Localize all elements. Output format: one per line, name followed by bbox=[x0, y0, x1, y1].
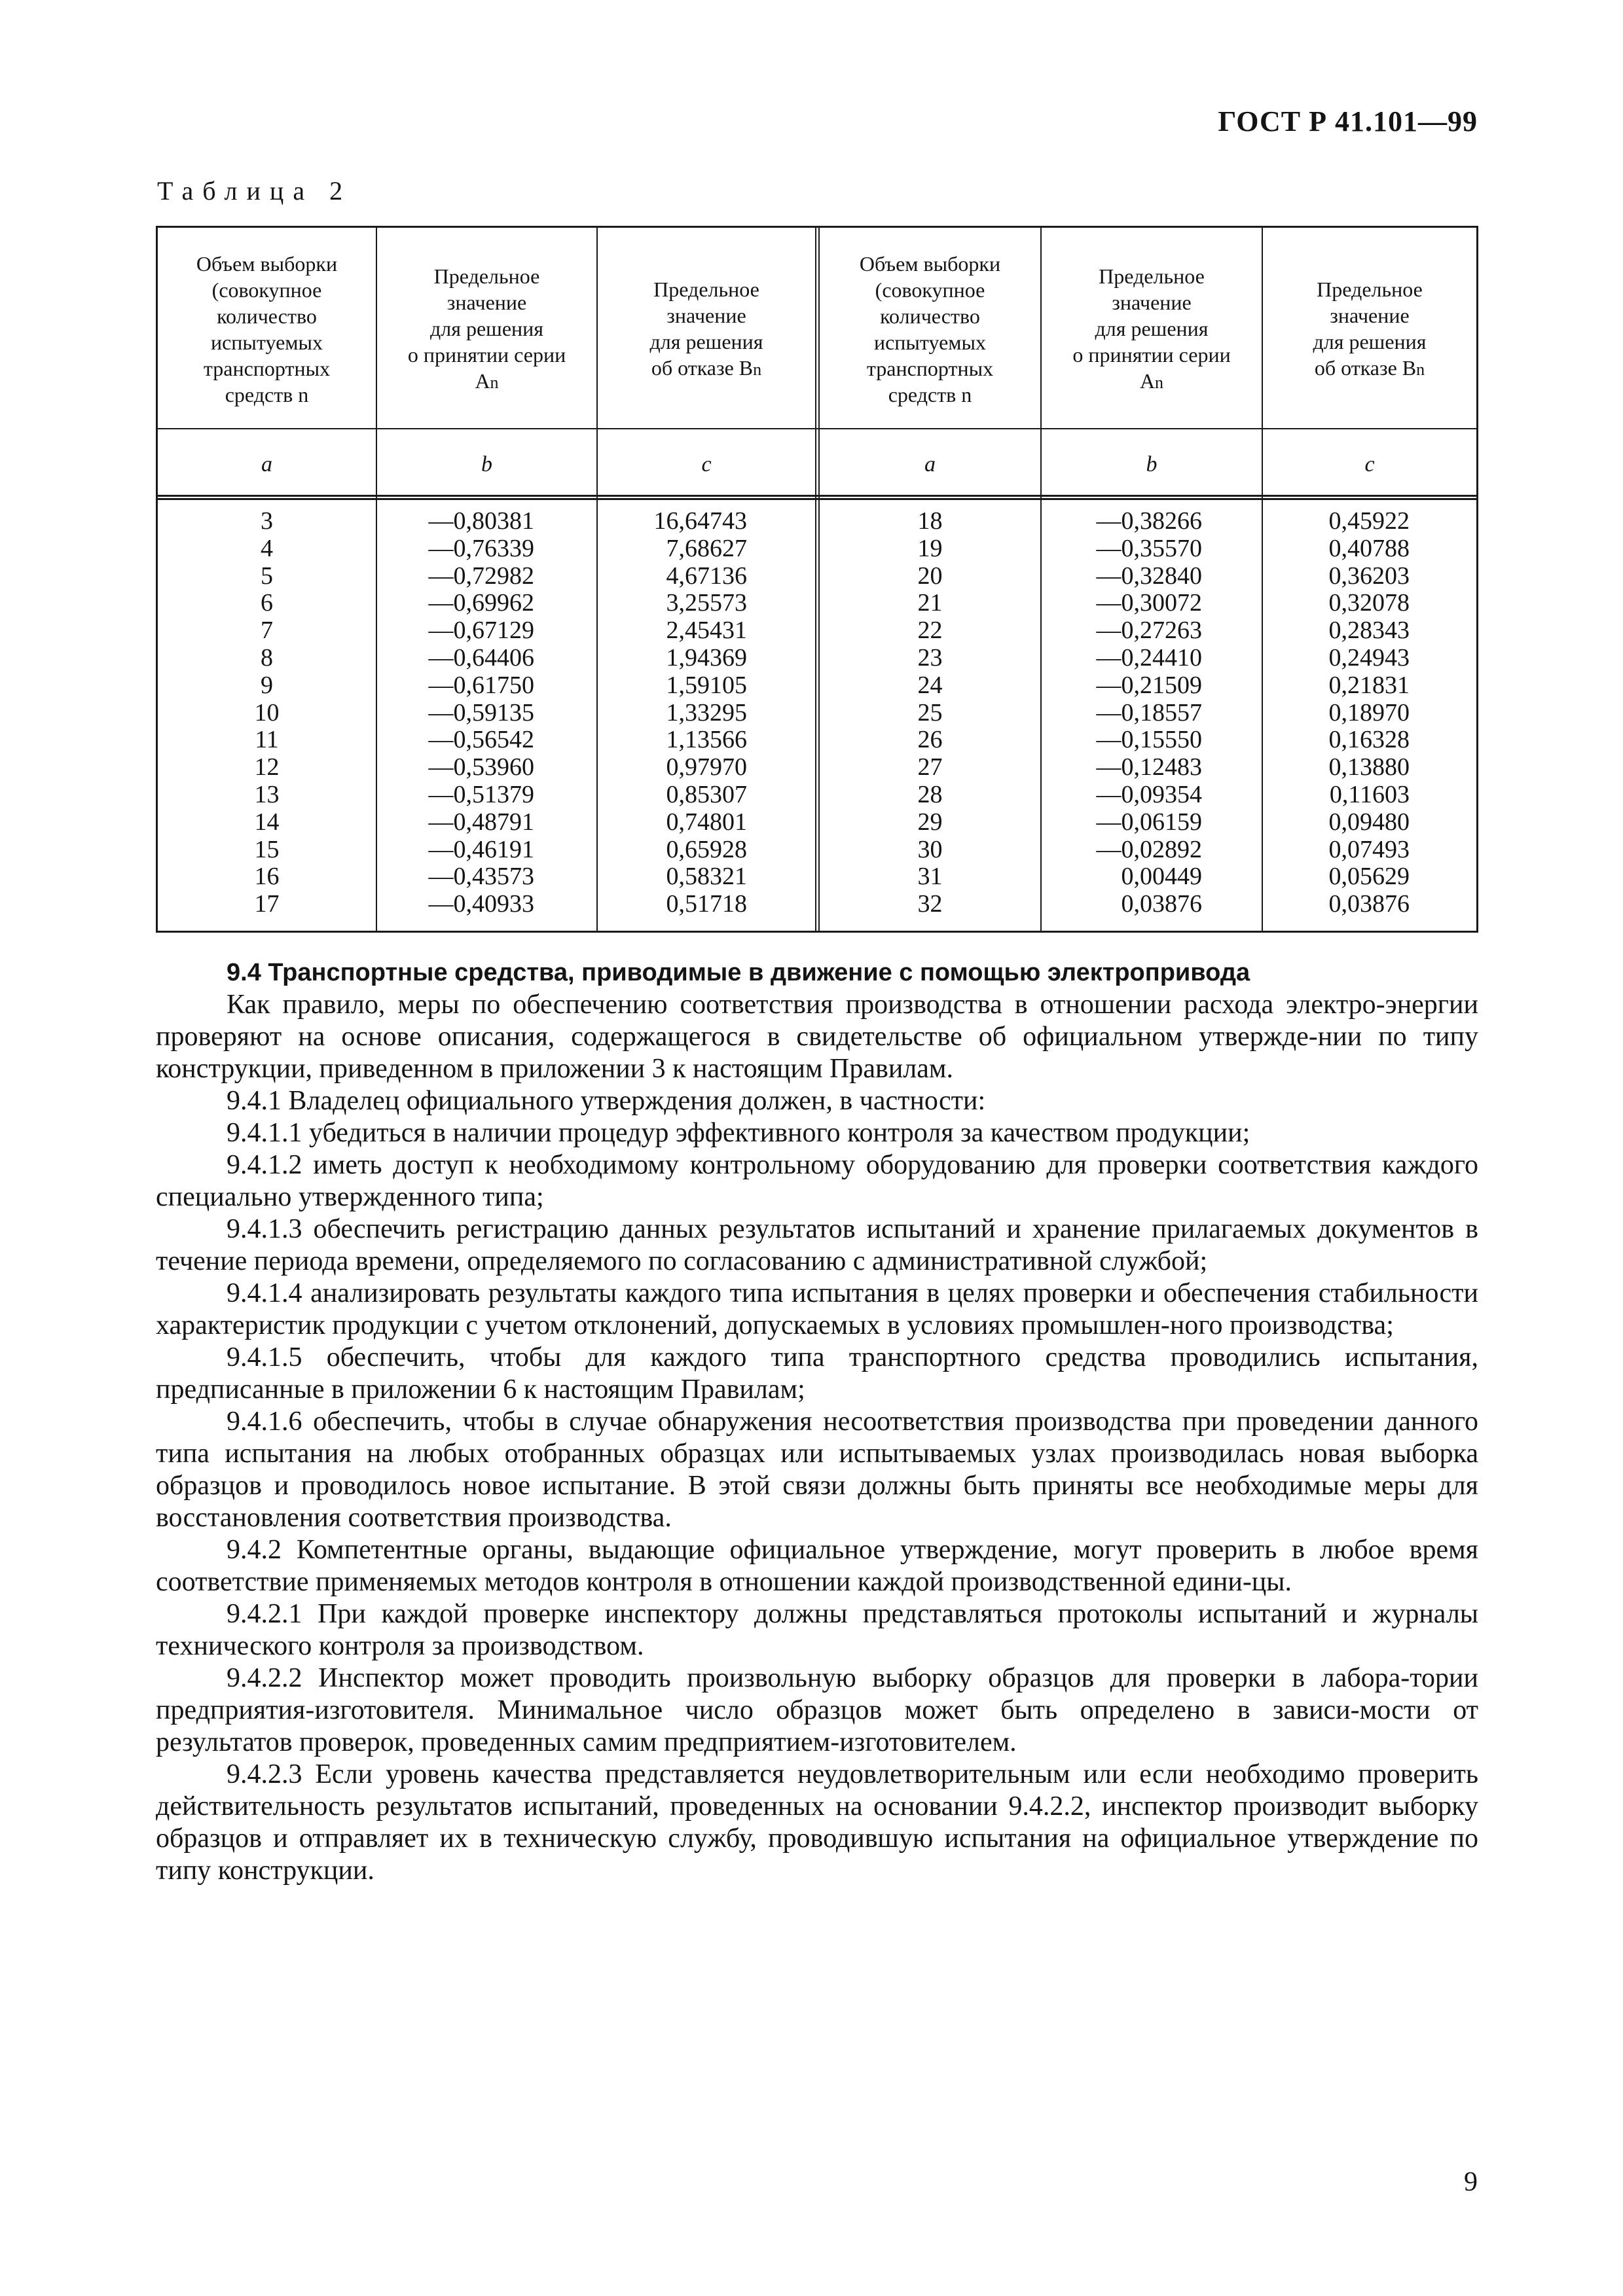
table-cell: 30 bbox=[917, 835, 943, 863]
table-cell: 2,45431 bbox=[666, 617, 747, 645]
table-cell: 0,85307 bbox=[666, 780, 747, 808]
table-cell: —0,30072 bbox=[1096, 589, 1202, 617]
table-cell: —0,06159 bbox=[1096, 808, 1202, 836]
table-cell: 21 bbox=[917, 589, 943, 617]
table-cell: 1,13566 bbox=[666, 726, 747, 754]
paragraph: 9.4.1.4 анализировать результаты каждого типа испытания в целях проверки и обеспечения стабильности характеристик продукции с учетом отклонений, допускаемых в условиях промышлен-ного производства; bbox=[156, 1278, 1478, 1340]
table-cell: —0,43573 bbox=[428, 863, 534, 891]
table-cell: 8 bbox=[261, 643, 273, 672]
table-caption: Таблица 2 bbox=[157, 176, 352, 206]
paragraph: 9.4.2 Компетентные органы, выдающие официальное утверждение, могут проверить в любое время соответствие применяемых методов контроля в отношении каждой производственной едини-цы. bbox=[156, 1535, 1478, 1597]
column-label: a bbox=[261, 452, 272, 476]
table-cell: 11 bbox=[255, 726, 279, 754]
page-number: 9 bbox=[1464, 2167, 1478, 2197]
table-cell: 0,28343 bbox=[1328, 617, 1410, 645]
table-cell: 0,36203 bbox=[1328, 562, 1410, 590]
table-cell: —0,64406 bbox=[428, 643, 534, 672]
section-heading: 9.4 Транспортные средства, приводимые в движение с помощью электропривода bbox=[227, 959, 1250, 986]
table-cell: —0,56542 bbox=[428, 726, 534, 754]
section-9-4 bbox=[156, 957, 1478, 1887]
paragraph: 9.4.1 Владелец официального утверждения должен, в частности: bbox=[227, 1086, 986, 1116]
table-cell: —0,35570 bbox=[1096, 534, 1202, 562]
table-cell: 27 bbox=[917, 753, 943, 781]
table-cell: 18 bbox=[917, 507, 943, 535]
table-cell: 0,97970 bbox=[666, 753, 747, 781]
table-cell: —0,46191 bbox=[428, 835, 534, 863]
header-sample-size: Объем выборки (совокупное количество испытуемых транспортных средств n bbox=[859, 252, 1001, 406]
table-cell: 29 bbox=[917, 808, 943, 836]
table-cell: 0,74801 bbox=[666, 808, 747, 836]
header-reject-limit: Предельное значение для решения об отказе Bn bbox=[649, 277, 763, 380]
table-cell: 32 bbox=[917, 890, 943, 918]
column-n-right bbox=[820, 508, 1040, 918]
table-cell: 26 bbox=[917, 726, 943, 754]
table-cell: 23 bbox=[917, 643, 943, 672]
table-cell: —0,21509 bbox=[1096, 671, 1202, 699]
table-cell: 22 bbox=[917, 617, 943, 645]
column-b-left bbox=[598, 508, 747, 918]
header-reject-limit: Предельное значение для решения об отказе Bn bbox=[1313, 277, 1427, 380]
paragraph: 9.4.1.2 иметь доступ к необходимому контрольному оборудованию для проверки соответствия каждого специально утвержденного типа; bbox=[156, 1150, 1478, 1212]
table-cell: 0,00449 bbox=[1121, 863, 1202, 891]
table-cell: —0,27263 bbox=[1096, 617, 1202, 645]
column-label: b bbox=[481, 452, 492, 476]
table-cell: 1,94369 bbox=[666, 643, 747, 672]
table-cell: 13 bbox=[254, 780, 280, 808]
table-cell: 14 bbox=[254, 808, 280, 836]
column-label: c bbox=[1364, 452, 1375, 476]
paragraph: 9.4.2.3 Если уровень качества представляется неудовлетворительным или если необходимо проверить действительность результатов испытаний, проведенных на основании 9.4.2.2, инспектор производит выборку образцов и отправляет их в техническую службу, проводившую испытания на официальное утверждение по типу конструкции. bbox=[156, 1759, 1478, 1886]
paragraph: 9.4.2.2 Инспектор может проводить произвольную выборку образцов для проверки в лабора-тории предприятия-изготовителя. Минимальное число образцов может быть определено в зависи-мости от результатов проверок, проведенных самим предприятием-изготовителем. bbox=[156, 1663, 1478, 1757]
table-cell: 10 bbox=[254, 698, 280, 726]
col-rule-double bbox=[815, 228, 820, 931]
document-number: ГОСТ Р 41.101—99 bbox=[1218, 105, 1478, 137]
table-cell: —0,61750 bbox=[428, 671, 534, 699]
table-cell: —0,53960 bbox=[428, 753, 534, 781]
table-cell: 28 bbox=[917, 780, 943, 808]
table-cell: 0,65928 bbox=[666, 835, 747, 863]
table-cell: 0,03876 bbox=[1121, 890, 1202, 918]
limits-table bbox=[156, 226, 1478, 933]
table-cell: 0,45922 bbox=[1328, 507, 1410, 535]
column-a-left bbox=[377, 508, 534, 918]
table-cell: —0,69962 bbox=[428, 589, 534, 617]
table-cell: —0,59135 bbox=[428, 698, 534, 726]
table-cell: 0,13880 bbox=[1328, 753, 1410, 781]
table-cell: 3 bbox=[261, 507, 273, 535]
table-cell: —0,76339 bbox=[428, 534, 534, 562]
table-cell: 0,11603 bbox=[1329, 780, 1410, 808]
table-cell: —0,15550 bbox=[1096, 726, 1202, 754]
table-cell: 24 bbox=[917, 671, 943, 699]
table-cell: —0,32840 bbox=[1096, 562, 1202, 590]
paragraph: 9.4.1.1 убедиться в наличии процедур эффективного контроля за качеством продукции; bbox=[227, 1118, 1250, 1148]
column-a-right bbox=[1042, 508, 1202, 918]
table-cell: 0,24943 bbox=[1328, 643, 1410, 672]
table-cell: 12 bbox=[254, 753, 280, 781]
header-accept-limit: Предельное значение для решения о принятии серии An bbox=[407, 264, 566, 393]
table-cell: —0,02892 bbox=[1096, 835, 1202, 863]
table-cell: 0,40788 bbox=[1328, 534, 1410, 562]
column-label: c bbox=[701, 452, 712, 476]
table-cell: 0,58321 bbox=[666, 863, 747, 891]
table-cell: 0,03876 bbox=[1328, 890, 1410, 918]
table-cell: 7 bbox=[261, 617, 273, 645]
table-cell: 5 bbox=[261, 562, 273, 590]
table-cell: —0,72982 bbox=[428, 562, 534, 590]
table-cell: 16,64743 bbox=[653, 507, 747, 535]
table-cell: 0,18970 bbox=[1328, 698, 1410, 726]
table-cell: 0,51718 bbox=[666, 890, 747, 918]
table-cell: 0,16328 bbox=[1328, 726, 1410, 754]
table-cell: —0,67129 bbox=[428, 617, 534, 645]
table-cell: —0,12483 bbox=[1096, 753, 1202, 781]
table-cell: 7,68627 bbox=[666, 534, 747, 562]
table-cell: —0,48791 bbox=[428, 808, 534, 836]
table-cell: 31 bbox=[917, 863, 943, 891]
table-cell: 15 bbox=[254, 835, 280, 863]
column-label: a bbox=[924, 452, 936, 476]
paragraph: 9.4.1.5 обеспечить, чтобы для каждого типа транспортного средства проводились испытания, предписанные в приложении 6 к настоящим Правилам; bbox=[156, 1342, 1478, 1405]
table-cell: 6 bbox=[261, 589, 273, 617]
table-cell: 4 bbox=[261, 534, 273, 562]
table-cell: 0,32078 bbox=[1328, 589, 1410, 617]
paragraph: 9.4.1.6 обеспечить, чтобы в случае обнаружения несоответствия производства при проведении данного типа испытания на любых отобранных образцах или испытываемых узлах производилась новая выборка образцов и проводилось новое испытание. В этой связи должны быть приняты все необходимые меры для восстановления соответствия производства. bbox=[156, 1407, 1478, 1533]
table-cell: —0,24410 bbox=[1096, 643, 1202, 672]
table-cell: 3,25573 bbox=[666, 589, 747, 617]
table-cell: 9 bbox=[261, 671, 273, 699]
table-cell: —0,51379 bbox=[428, 780, 534, 808]
table-cell: —0,38266 bbox=[1096, 507, 1202, 535]
paragraph: 9.4.2.1 При каждой проверке инспектору должны представляться протоколы испытаний и журналы технического контроля за производством. bbox=[156, 1599, 1478, 1661]
table-cell: 4,67136 bbox=[666, 562, 747, 590]
table-cell: 17 bbox=[254, 890, 280, 918]
paragraph: Как правило, меры по обеспечению соответствия производства в отношении расхода электро-энергии проверяют на основе описания, содержащегося в свидетельстве об официальном утвержде-нии по типу конструкции, приведенном в приложении 3 к настоящим Правилам. bbox=[156, 990, 1478, 1084]
table-cell: 1,33295 bbox=[666, 698, 747, 726]
table-cell: 20 bbox=[917, 562, 943, 590]
table-cell: 0,09480 bbox=[1328, 808, 1410, 836]
table-cell: 16 bbox=[254, 863, 280, 891]
header-accept-limit: Предельное значение для решения о принятии серии An bbox=[1072, 264, 1231, 393]
table-cell: 19 bbox=[917, 534, 943, 562]
table-cell: —0,40933 bbox=[428, 890, 534, 918]
column-n-left bbox=[158, 508, 376, 918]
table-cell: 0,05629 bbox=[1328, 863, 1410, 891]
table-cell: 25 bbox=[917, 698, 943, 726]
column-b-right bbox=[1263, 508, 1410, 918]
paragraph: 9.4.1.3 обеспечить регистрацию данных результатов испытаний и хранение прилагаемых документов в течение периода времени, определяемого по согласованию с административной службой; bbox=[156, 1214, 1478, 1276]
table-cell: —0,80381 bbox=[428, 507, 534, 535]
table-cell: 1,59105 bbox=[666, 671, 747, 699]
header-sample-size: Объем выборки (совокупное количество испытуемых транспортных средств n bbox=[196, 252, 338, 406]
table-cell: —0,09354 bbox=[1096, 780, 1202, 808]
table-cell: 0,21831 bbox=[1328, 671, 1410, 699]
table-cell: 0,07493 bbox=[1328, 835, 1410, 863]
column-label: b bbox=[1146, 452, 1158, 476]
table-cell: —0,18557 bbox=[1096, 698, 1202, 726]
